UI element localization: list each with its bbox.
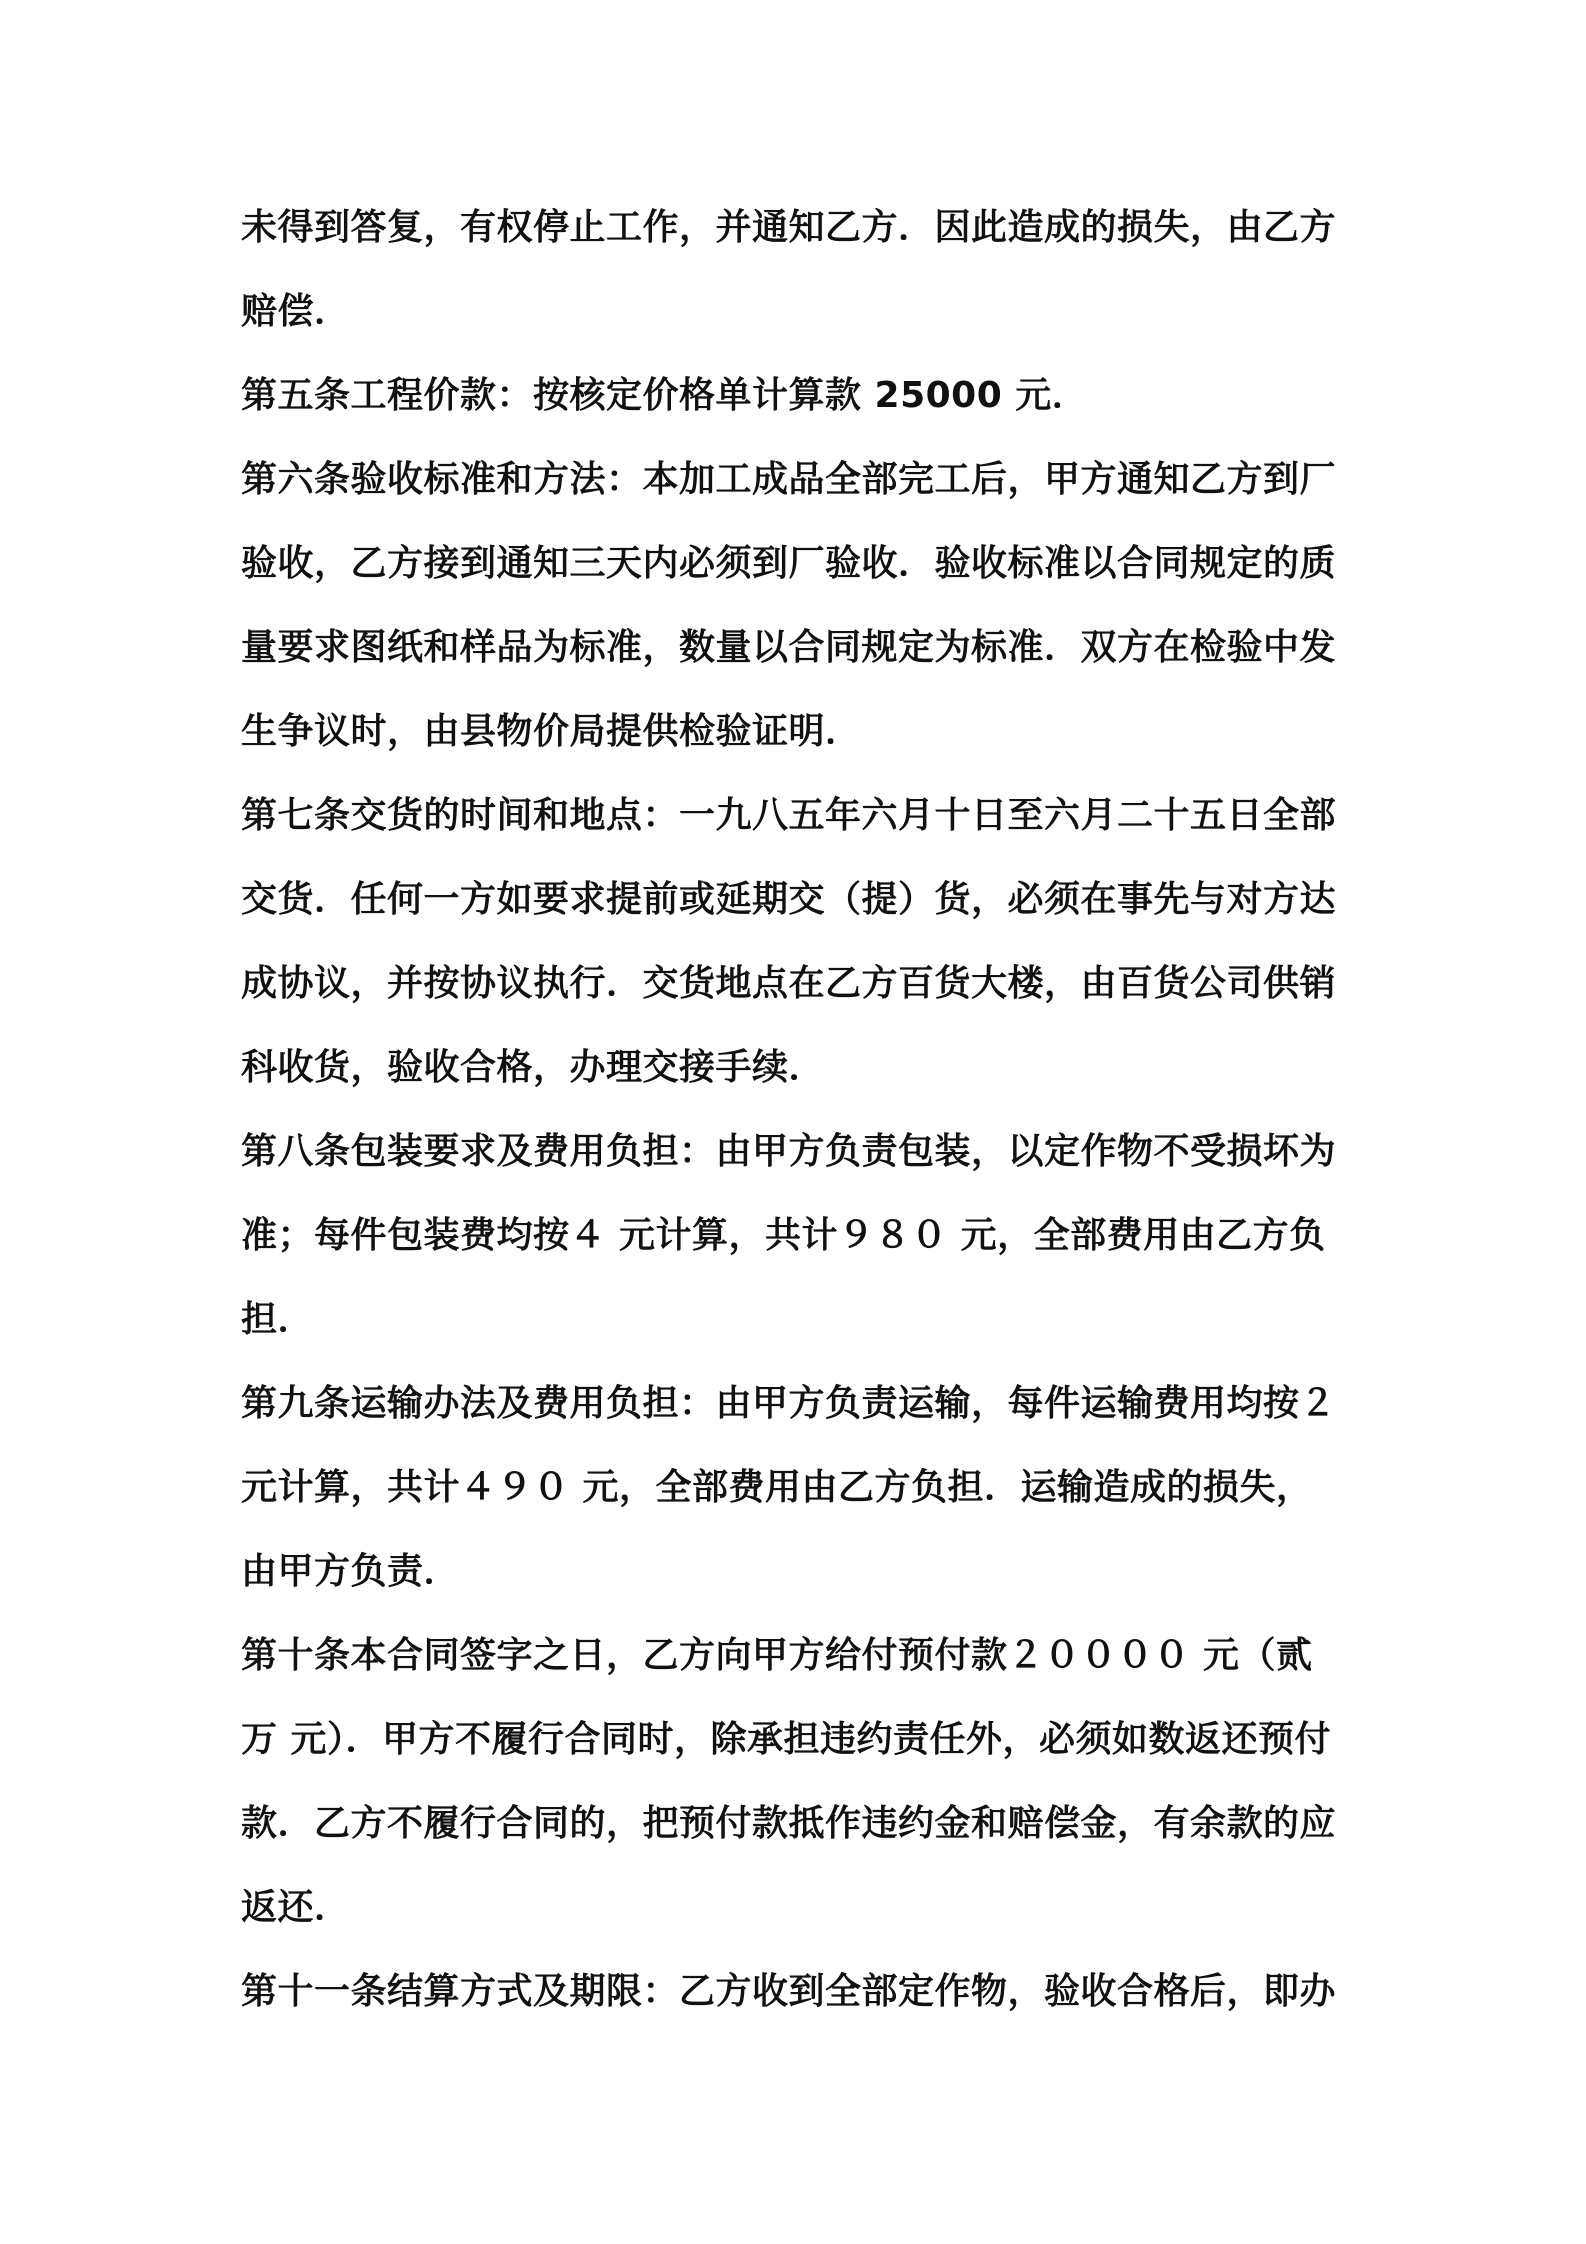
text-line: 款．乙方不履行合同的，把预付款抵作违约金和赔偿金，有余款的应: [241, 1803, 1337, 1844]
text-line: 返还．: [241, 1887, 351, 1928]
text-line: 量要求图纸和样品为标准，数量以合同规定为标准．双方在检验中发: [241, 627, 1337, 668]
text-line: 第十条本合同签字之日，乙方向甲方给付预付款２００００ 元（贰: [241, 1635, 1313, 1676]
text-line: 由甲方负责．: [241, 1551, 461, 1592]
text-line: 赔偿．: [241, 291, 351, 332]
text-line: 担．: [241, 1299, 315, 1340]
text-line: 成协议，并按协议执行．交货地点在乙方百货大楼，由百货公司供销: [241, 963, 1337, 1004]
document-body: [241, 186, 1361, 2034]
text-line: 未得到答复，有权停止工作，并通知乙方．因此造成的损失，由乙方: [241, 207, 1337, 248]
text-line: 交货．任何一方如要求提前或延期交（提）货，必须在事先与对方达: [241, 879, 1337, 920]
text-line: 第五条工程价款：按核定价格单计算款 25000 元．: [241, 375, 1089, 416]
text-line: 第九条运输办法及费用负担：由甲方负责运输，每件运输费用均按２: [241, 1383, 1337, 1424]
text-line: 第六条验收标准和方法：本加工成品全部完工后，甲方通知乙方到厂: [241, 459, 1337, 500]
text-line: 第八条包装要求及费用负担：由甲方负责包装，以定作物不受损坏为: [241, 1131, 1337, 1172]
text-line: 科收货，验收合格，办理交接手续．: [241, 1047, 826, 1088]
text-line: 元计算，共计４９０ 元，全部费用由乙方负担．运输造成的损失，: [241, 1467, 1313, 1508]
text-line: 第十一条结算方式及期限：乙方收到全部定作物，验收合格后，即办: [241, 1971, 1337, 2012]
text-line: 第七条交货的时间和地点：一九八五年六月十日至六月二十五日全部: [241, 795, 1337, 836]
text-line: 验收，乙方接到通知三天内必须到厂验收．验收标准以合同规定的质: [241, 543, 1337, 584]
text-line: 万 元）．甲方不履行合同时，除承担违约责任外，必须如数返还预付: [241, 1719, 1332, 1760]
text-line: 生争议时，由县物价局提供检验证明．: [241, 711, 862, 752]
text-line: 准；每件包装费均按４ 元计算，共计９８０ 元，全部费用由乙方负: [241, 1215, 1326, 1256]
